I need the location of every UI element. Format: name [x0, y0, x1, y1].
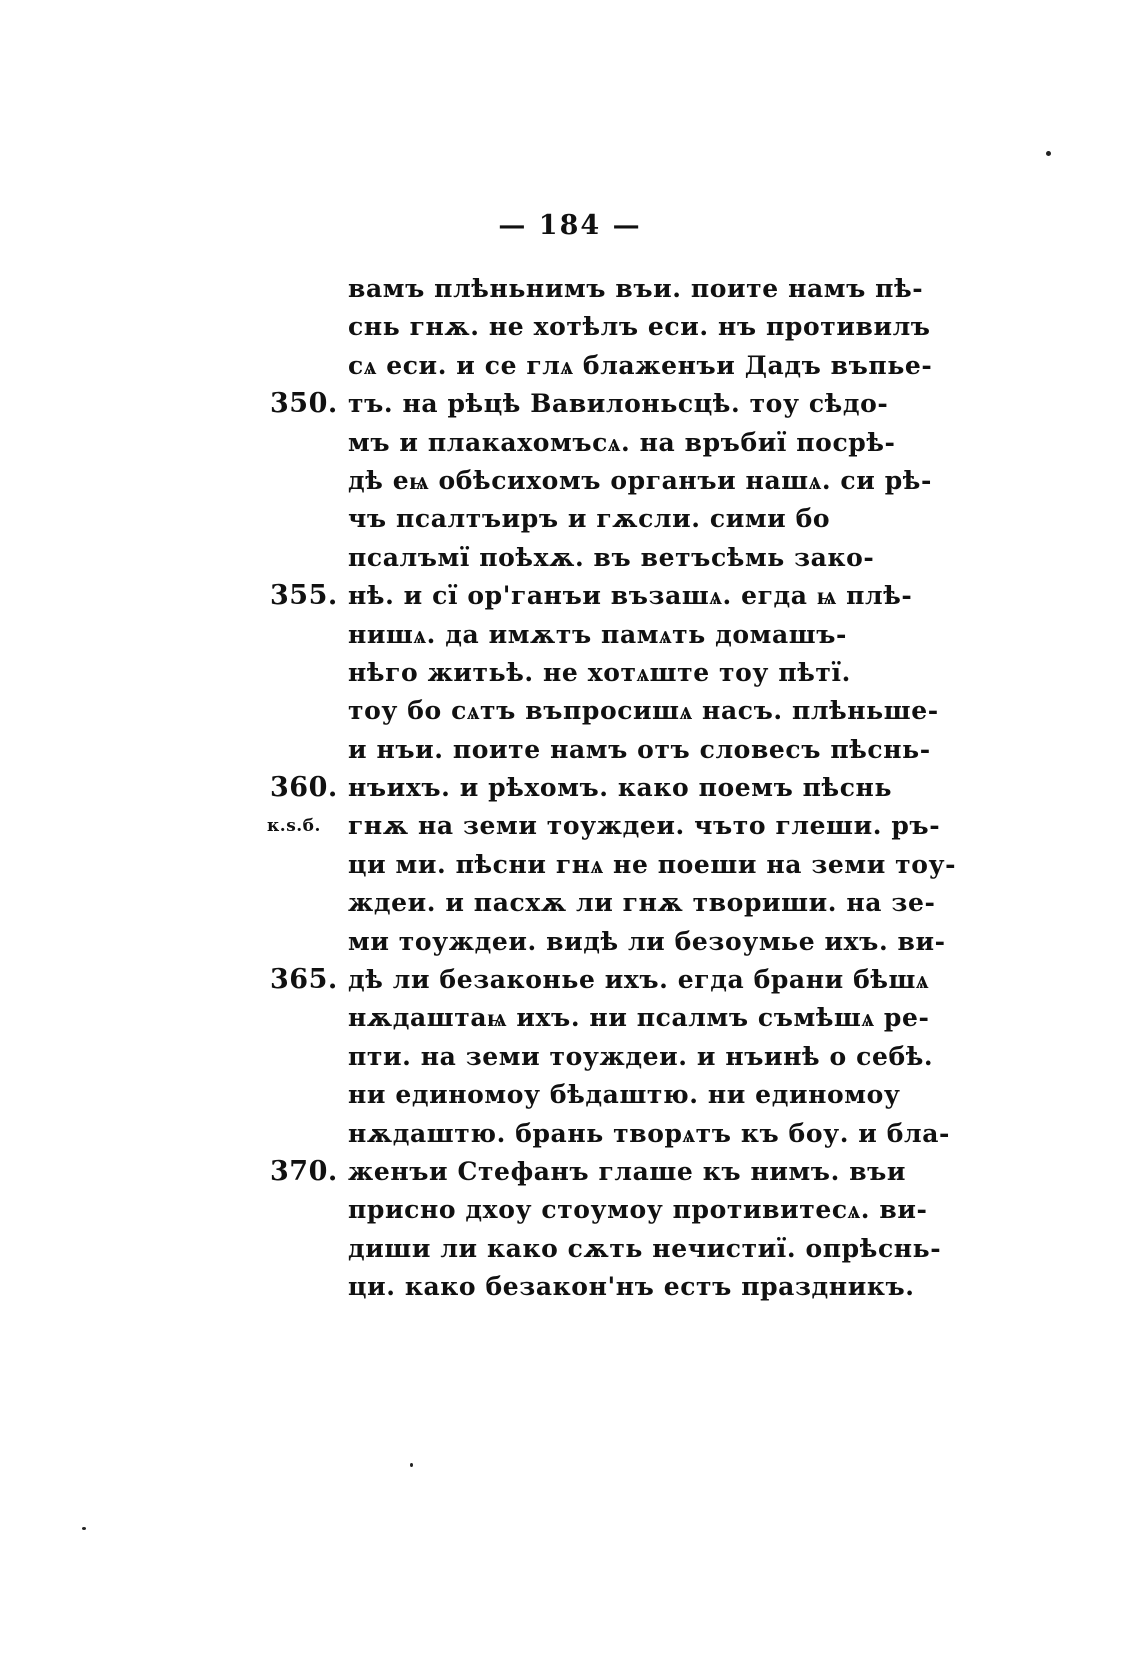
line-text: вамъ плѣньнимъ въи. поите намъ пѣ-	[348, 274, 924, 303]
text-line	[270, 1038, 934, 1076]
line-number: 360.	[270, 772, 338, 804]
line-text: ци. како безакон'нъ естъ праздникъ.	[348, 1272, 915, 1302]
text-line	[270, 1076, 901, 1114]
text-line	[270, 1115, 951, 1153]
text-block	[267, 270, 957, 1307]
line-text: нѣ. и сї ор'ганъи възашѧ. егда ѩ плѣ-	[348, 581, 913, 611]
speck-mark	[1046, 151, 1051, 156]
line-text: снь гнѫ. не хотѣлъ еси. нъ противилъ	[348, 312, 931, 342]
speck-mark	[82, 1527, 86, 1530]
text-line	[267, 807, 941, 845]
line-text: ми тоуждеи. видѣ ли безоумье ихъ. ви-	[348, 926, 946, 956]
text-line	[270, 692, 939, 730]
line-text: женъи Стефанъ глаше къ нимъ. въи	[348, 1156, 907, 1186]
line-text: дѣ ли безаконье ихъ. егда брани бѣшѧ	[348, 965, 930, 995]
text-line	[270, 500, 870, 538]
text-line	[270, 308, 931, 346]
line-text: нѣго житьѣ. не хотѧште тоу пѣтї.	[348, 657, 851, 687]
line-text: пти. на земи тоуждеи. и нъинѣ о себѣ.	[348, 1041, 934, 1071]
text-line	[270, 616, 870, 654]
text-line	[270, 769, 893, 807]
line-text: нъихъ. и рѣхомъ. како поемъ пѣснь	[348, 773, 893, 803]
line-number: 350.	[270, 388, 338, 420]
line-text: нѫдаштю. брань творѧтъ къ боу. и бла-	[348, 1118, 951, 1148]
line-text: чъ псалтъиръ и гѫсли. сими бо	[348, 504, 831, 534]
text-line	[270, 731, 931, 769]
text-line	[270, 424, 896, 462]
line-text: гнѫ на земи тоуждеи. чъто глеши. ръ-	[348, 811, 941, 841]
line-text: тъ. на рѣцѣ Вавилоньсцѣ. тоу сѣдо-	[348, 389, 889, 419]
text-line	[270, 846, 957, 884]
line-text: нѫдаштаѩ ихъ. ни псалмъ съмѣшѧ ре-	[348, 1003, 930, 1033]
line-number: 355.	[270, 580, 338, 612]
page-number: — 184 —	[498, 210, 642, 241]
text-line	[270, 1191, 928, 1229]
line-text: и нъи. поите намъ отъ словесъ пѣснь-	[348, 734, 931, 764]
line-text: тоу бо сѧтъ въпросишѧ насъ. плѣньше-	[348, 696, 939, 726]
line-text: диши ли како сѫть нечистиї. опрѣснь-	[348, 1233, 942, 1263]
line-text: ни единомоу бѣдаштю. ни единомоу	[348, 1080, 901, 1110]
line-number: 365.	[270, 964, 338, 996]
text-line	[270, 539, 875, 577]
text-line	[270, 347, 933, 385]
text-line	[270, 884, 936, 922]
text-line	[270, 654, 870, 692]
line-text: сѧ еси. и се глѧ блаженъи Дадъ въпье-	[348, 350, 933, 380]
text-line	[270, 270, 924, 308]
line-number: к.ѕ.б.	[267, 816, 321, 837]
line-number: 370.	[270, 1155, 338, 1187]
speck-mark	[410, 1463, 413, 1467]
text-line	[270, 577, 913, 615]
text-line	[270, 1268, 915, 1306]
line-text: псалъмї поѣхѫ. въ ветъсѣмь зако-	[348, 542, 875, 572]
line-text: ци ми. пѣсни гнѧ не поеши на земи тоу-	[348, 849, 957, 879]
text-line	[270, 999, 930, 1037]
text-line	[270, 1153, 907, 1191]
line-text: дѣ еѩ обѣсихомъ органъи нашѧ. си рѣ-	[348, 465, 932, 495]
line-text: присно дхоу стоумоу противитесѧ. ви-	[348, 1195, 928, 1225]
text-line	[270, 1230, 942, 1268]
line-text: ждеи. и пасхѫ ли гнѫ твориши. на зе-	[348, 888, 936, 918]
text-line	[270, 462, 932, 500]
line-text: нишѧ. да имѫтъ памѧть домашъ-	[348, 619, 848, 649]
line-text: мъ и плакахомъсѧ. на връбиї посрѣ-	[348, 427, 896, 457]
text-line	[270, 385, 889, 423]
text-line	[270, 923, 946, 961]
text-line	[270, 961, 930, 999]
